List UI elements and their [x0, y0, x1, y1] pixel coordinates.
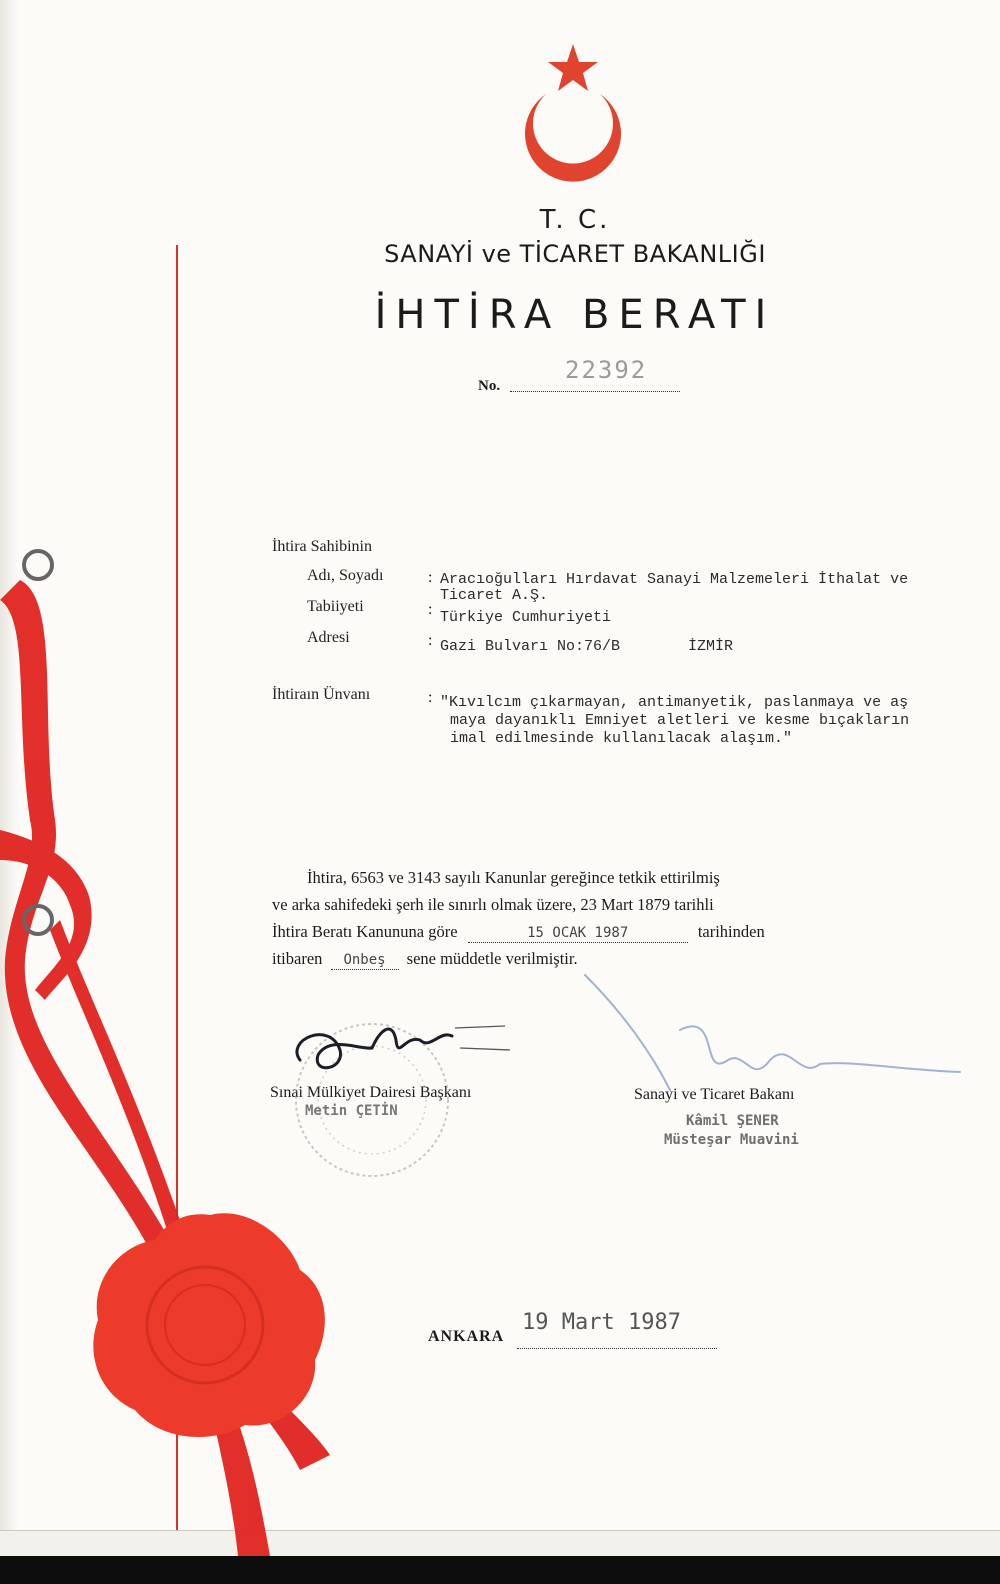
document-title: İHTİRA BERATI [374, 292, 776, 338]
invention-title-line3: imal edilmesinde kullanılacak alaşım." [450, 730, 793, 747]
statement-line2: ve arka sahifedeki şerh ile sınırlı olmak üzere, 23 Mart 1879 tarihli [272, 895, 714, 914]
validity-start-date: 15 OCAK 1987 [527, 925, 629, 941]
statement-line4 [272, 949, 578, 970]
statement-line1: İhtira, 6563 ve 3143 sayılı Kanunlar gereğince tetkik ettirilmiş [307, 868, 720, 887]
address-city: İZMİR [688, 638, 734, 655]
grommet-bottom [24, 906, 52, 934]
issue-city: ANKARA [428, 1328, 505, 1345]
red-ribbon [0, 580, 330, 1556]
invention-title-line2: maya dayanıklı Emniyet aletleri ve kesme bıçakların [450, 712, 910, 729]
validity-duration: Onbeş [343, 952, 386, 968]
invention-colon: : [428, 689, 433, 706]
invention-title-line1: "Kıvılcım çıkarmayan, antimanyetik, paslanmaya ve aş [440, 694, 909, 711]
page-left-edge [0, 0, 18, 1584]
lower-page-edge [0, 1530, 1000, 1557]
country-abbrev: T. C. [539, 205, 611, 235]
owner-section-label: İhtira Sahibinin [272, 538, 372, 555]
red-wax-seal [93, 1213, 324, 1437]
right-signatory-name: Kâmil ŞENER [686, 1113, 779, 1129]
nationality-label: Tabiiyeti [307, 598, 364, 615]
statement-line3-prefix: İhtira Beratı Kanununa göre [272, 922, 458, 941]
address-colon: : [428, 632, 433, 649]
owner-name-line2: Ticaret A.Ş. [440, 587, 549, 604]
right-signatory-role: Müsteşar Muavini [664, 1132, 799, 1148]
crescent-icon [525, 94, 621, 182]
left-signature [297, 1029, 452, 1068]
number-label: No. [478, 378, 501, 394]
statement-line4-suffix: sene müddetle verilmiştir. [406, 949, 578, 968]
patent-number: 22392 [565, 356, 648, 384]
number-dotted-line [510, 391, 680, 392]
nationality-colon: : [428, 601, 433, 618]
owner-name-line1: Aracıoğulları Hırdavat Sanayi Malzemeleri İthalat ve [440, 571, 909, 588]
grommet-top [24, 551, 52, 579]
name-colon: : [428, 569, 433, 586]
right-signature [585, 975, 960, 1090]
issue-date: 19 Mart 1987 [522, 1310, 681, 1335]
star-crescent-emblem [515, 42, 635, 202]
ministry-name: SANAYİ ve TİCARET BAKANLIĞI [384, 240, 766, 268]
nationality-value: Türkiye Cumhuriyeti [440, 609, 612, 626]
statement-line3 [272, 922, 765, 943]
right-signatory-title: Sanayi ve Ticaret Bakanı [634, 1086, 795, 1103]
star-icon [548, 44, 598, 91]
scan-bottom-border [0, 1556, 1000, 1584]
statement-line4-prefix: itibaren [272, 949, 323, 968]
address-street: Gazi Bulvarı No:76/B [440, 638, 621, 655]
address-label: Adresi [307, 629, 350, 646]
red-margin-rule [176, 245, 178, 1545]
left-signatory-title: Sınai Mülkiyet Dairesi Başkanı [270, 1084, 472, 1101]
statement-line3-suffix: tarihinden [697, 922, 765, 941]
invention-title-label: İhtiraın Ünvanı [272, 686, 371, 703]
issue-date-dotted-line [517, 1348, 717, 1349]
left-signatory-name: Metin ÇETİN [305, 1103, 398, 1119]
name-label: Adı, Soyadı [307, 567, 384, 584]
